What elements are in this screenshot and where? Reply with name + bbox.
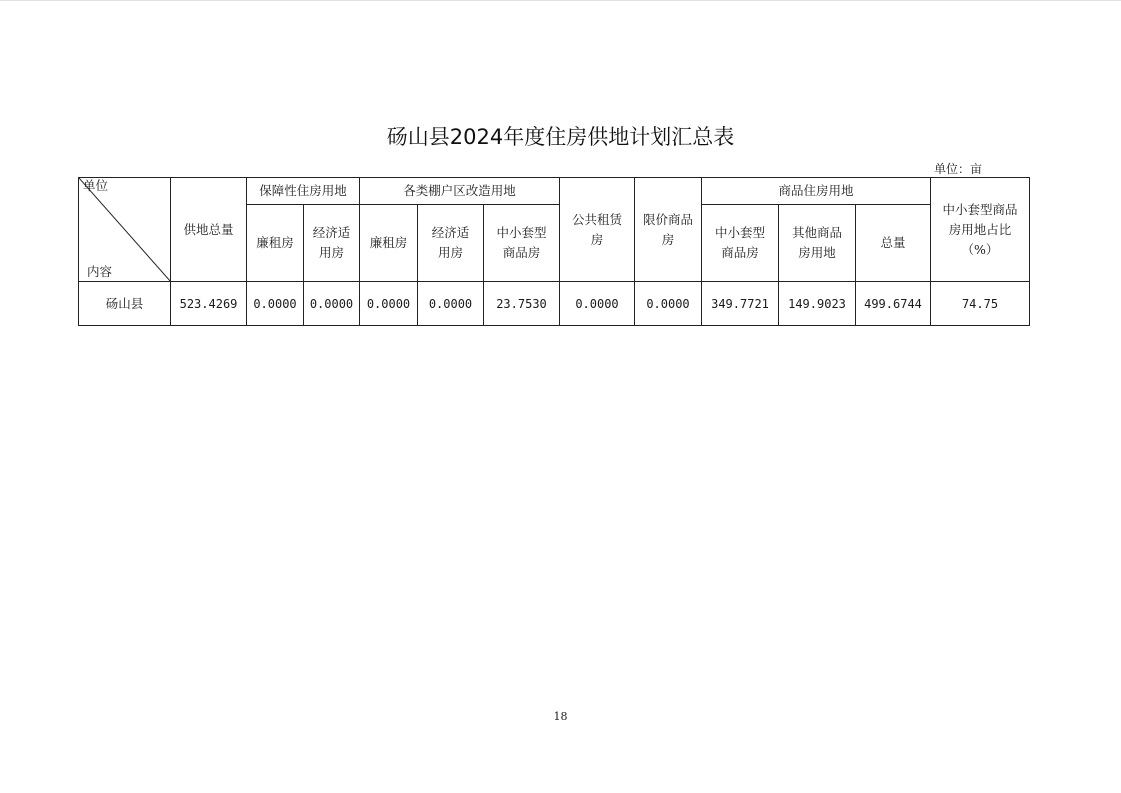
cell-price-limited: 0.0000: [635, 282, 702, 326]
cell-public-rental: 0.0000: [560, 282, 635, 326]
cell-affordable-low-rent: 0.0000: [247, 282, 304, 326]
cell-shantytown-economic: 0.0000: [418, 282, 484, 326]
unit-label: 单位：亩: [934, 162, 983, 176]
header-shantytown-economic: [418, 205, 484, 282]
header-public-rental-text: 公共租赁房: [572, 211, 623, 247]
header-affordable-low-rent: 廉租房: [247, 205, 304, 282]
cell-unit: 砀山县: [79, 282, 171, 326]
header-price-limited: [635, 178, 702, 282]
header-public-rental: [560, 178, 635, 282]
header-shantytown-small-commercial-text: 中小套型商品房: [496, 225, 547, 260]
header-price-limited-text: 限价商品房: [643, 211, 694, 247]
header-share-text: 中小套型商品房用地占比（%）: [942, 201, 1018, 257]
cell-affordable-economic: 0.0000: [304, 282, 360, 326]
cell-shantytown-low-rent: 0.0000: [360, 282, 418, 326]
header-row-1: [79, 178, 1030, 205]
diagonal-corner-cell: [79, 178, 171, 282]
header-group-commercial: 商品住房用地: [702, 178, 931, 205]
header-shantytown-low-rent: 廉租房: [360, 205, 418, 282]
header-total-supply: 供地总量: [171, 178, 247, 282]
header-group-affordable: 保障性住房用地: [247, 178, 360, 205]
page-number: 18: [553, 710, 568, 723]
header-commercial-other-text: 其他商品房用地: [792, 225, 843, 260]
header-commercial-total: 总量: [856, 205, 931, 282]
cell-shantytown-small-commercial: 23.7530: [484, 282, 560, 326]
corner-label-content: 内容: [87, 264, 113, 279]
cell-total-supply: 523.4269: [171, 282, 247, 326]
header-commercial-small: [702, 205, 779, 282]
header-shantytown-economic-text: 经济适用房: [431, 225, 470, 260]
housing-land-supply-table: [78, 177, 1030, 326]
header-commercial-other: [779, 205, 856, 282]
cell-share: 74.75: [931, 282, 1030, 326]
cell-commercial-small: 349.7721: [702, 282, 779, 326]
page-top-edge: [0, 0, 1121, 1]
header-affordable-economic: [304, 205, 360, 282]
header-group-shantytown: 各类棚户区改造用地: [360, 178, 560, 205]
table-row: [79, 282, 1030, 326]
header-commercial-small-text: 中小套型商品房: [715, 225, 766, 260]
corner-label-unit: 单位: [83, 178, 109, 193]
header-share: [931, 178, 1030, 282]
header-affordable-economic-text: 经济适用房: [312, 225, 351, 260]
cell-commercial-other: 149.9023: [779, 282, 856, 326]
cell-commercial-total: 499.6744: [856, 282, 931, 326]
header-shantytown-small-commercial: [484, 205, 560, 282]
document-title: 砀山县2024年度住房供地计划汇总表: [386, 125, 735, 149]
